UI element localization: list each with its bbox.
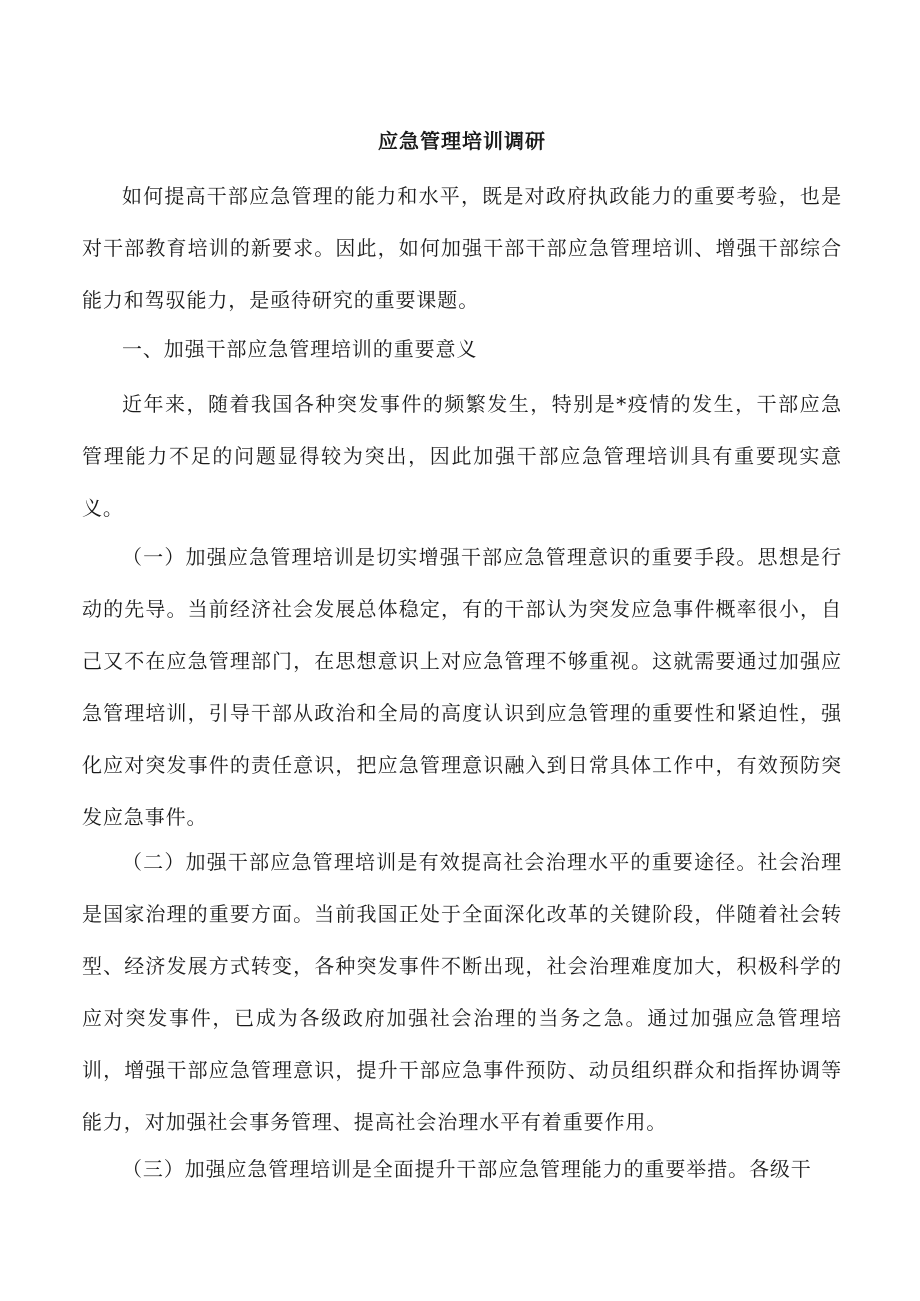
paragraph-point-3: （三）加强应急管理培训是全面提升干部应急管理能力的重要举措。各级干	[122, 1157, 812, 1181]
paragraph-point-1: （一）加强应急管理培训是切实增强干部应急管理意识的重要手段。思想是行动的先导。当前经济社会发展总体稳定，有的干部认为突发应急事件概率很小，自己又不在应急管理部门，在思想意识上对应急管理不够重视。这就需要通过加强应急管理培训，引导干部从政治和全局的高度认识到应急管理的重要性和紧迫性，强化应对突发事件的责任意识，把应急管理意识融入到日常具体工作中，有效预防突发应急事件。	[82, 545, 842, 829]
document-title: 应急管理培训调研	[378, 129, 546, 153]
section-heading-1: 一、加强干部应急管理培训的重要意义	[122, 337, 478, 361]
paragraph-intro: 如何提高干部应急管理的能力和水平，既是对政府执政能力的重要考验，也是对干部教育培训的新要求。因此，如何加强干部干部应急管理培训、增强干部综合能力和驾驭能力，是亟待研究的重要课题。	[82, 184, 842, 312]
paragraph-background: 近年来，随着我国各种突发事件的频繁发生，特别是*疫情的发生，干部应急管理能力不足的问题显得较为突出，因此加强干部应急管理培训具有重要现实意义。	[82, 392, 842, 520]
paragraph-point-2: （二）加强干部应急管理培训是有效提高社会治理水平的重要途径。社会治理是国家治理的重要方面。当前我国正处于全面深化改革的关键阶段，伴随着社会转型、经济发展方式转变，各种突发事件不断出现，社会治理难度加大，积极科学的应对突发事件，已成为各级政府加强社会治理的当务之急。通过加强应急管理培训，增强干部应急管理意识，提升干部应急事件预防、动员组织群众和指挥协调等能力，对加强社会事务管理、提高社会治理水平有着重要作用。	[82, 850, 842, 1134]
